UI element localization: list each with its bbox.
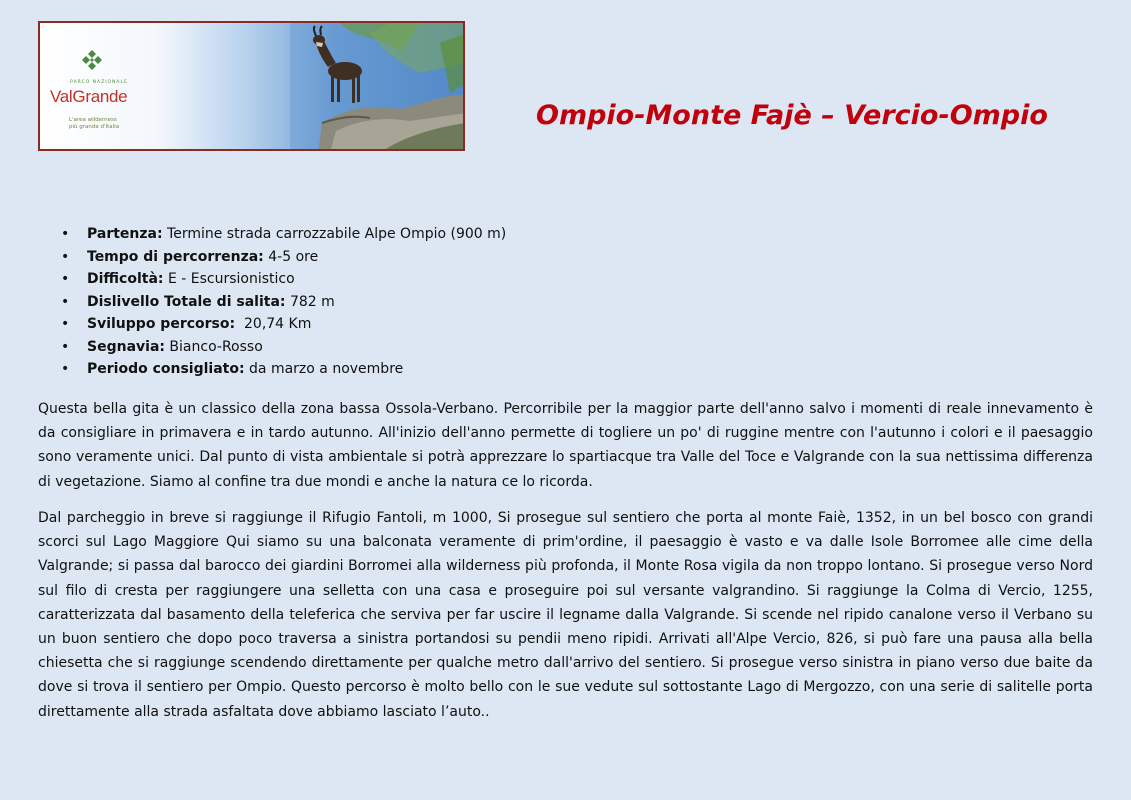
bullet-icon: • [61, 338, 70, 355]
list-item [61, 291, 506, 314]
park-tagline-line-2: più grande d'Italia [69, 124, 120, 130]
park-leaf-logo-icon [81, 49, 103, 71]
intro-paragraph: Questa bella gita è un classico della zona bassa Ossola-Verbano. Percorribile per la maggior parte dell'anno salvo i momenti di reale innevamento è da consigliare in primavera e in tardo autunno. All'inizio dell'anno permette di togliere un po' di ruggine mentre con l'autunno i colori e il paesaggio sono veramente unici. Dal punto di vista ambientale si potrà apprezzare lo spartiacque tra Valle del Toce e Valgrande con la sua nettissima differenza di vegetazione. Siamo al confine tra due mondi e anche la natura ce lo ricorda. [38, 401, 1093, 490]
bullet-icon: • [61, 361, 70, 377]
fact-value: 20,74 Km [235, 316, 312, 332]
list-item [61, 268, 506, 291]
fact-value: da marzo a novembre [244, 361, 404, 377]
bullet-icon: • [61, 226, 70, 242]
bullet-icon: • [61, 271, 70, 287]
list-item [61, 223, 506, 246]
fact-label: Difficoltà: [87, 271, 164, 287]
fact-value: E - Escursionistico [163, 271, 295, 287]
park-tagline-line-1: L'area wilderness [69, 117, 117, 123]
list-item [61, 313, 506, 336]
fact-label: Partenza: [87, 226, 163, 242]
bullet-icon: • [61, 248, 70, 265]
fact-label: Tempo di percorrenza: [87, 248, 264, 265]
list-item [61, 246, 506, 269]
park-banner [38, 21, 465, 151]
route-facts-list [61, 223, 506, 381]
list-item [61, 358, 506, 381]
fact-value: Bianco-Rosso [164, 338, 263, 355]
bullet-icon: • [61, 316, 70, 332]
park-tagline [69, 117, 149, 131]
bullet-icon: • [61, 293, 70, 310]
list-item [61, 336, 506, 359]
fact-value: Termine strada carrozzabile Alpe Ompio (900 m) [162, 226, 507, 242]
page-title: Ompio-Monte Fajè – Vercio-Ompio [536, 100, 1048, 131]
fact-value: 4-5 ore [263, 248, 319, 265]
park-name: ValGrande [50, 87, 128, 106]
fact-label: Periodo consigliato: [87, 361, 245, 377]
route-description-paragraph: Dal parcheggio in breve si raggiunge il Rifugio Fantoli, m 1000, Si prosegue sul sentiero che porta al monte Faiè, 1352, in un bel bosco con grandi scorci sul Lago Maggiore Qui siamo su una balconata veramente di prim'ordine, il paesaggio è vasto e va dalle Isole Borromee alle cime della Valgrande; si passa dal barocco dei giardini Borromei alla wilderness più profonda, il Monte Rosa vigila da non troppo lontano. Si prosegue verso Nord sul filo di cresta per raggiungere una selletta con una casa e proseguire poi sul versante valgrandino. Si raggiunge la Colma di Vercio, 1255, caratterizzata dal basamento della teleferica che serviva per far uscire il legname dalla Valgrande. Si scende nel ripido canalone verso il Verbano su un buon sentiero che dopo poco traversa a sinistra portandosi su pendii meno ripidi. Arrivati all'Alpe Vercio, 826, si può fare una pausa alla bella chiesetta che si raggiunge scendendo direttamente per qualche metro dall'arrivo del sentiero. Si prosegue verso sinistra in piano verso due baite da dove si trova il sentiero per Ompio. Questo percorso è molto bello con le sue vedute sul sottostante Lago di Mergozzo, con una serie di salitelle porta direttamente alla strada asfaltata dove abbiamo lasciato l’auto.. [38, 510, 1093, 720]
fact-label: Dislivello Totale di salita: [87, 293, 286, 310]
fact-label: Segnavia: [87, 338, 165, 355]
fact-label: Sviluppo percorso: [87, 316, 236, 332]
park-label: PARCO NAZIONALE [70, 80, 128, 85]
fact-value: 782 m [285, 293, 335, 310]
